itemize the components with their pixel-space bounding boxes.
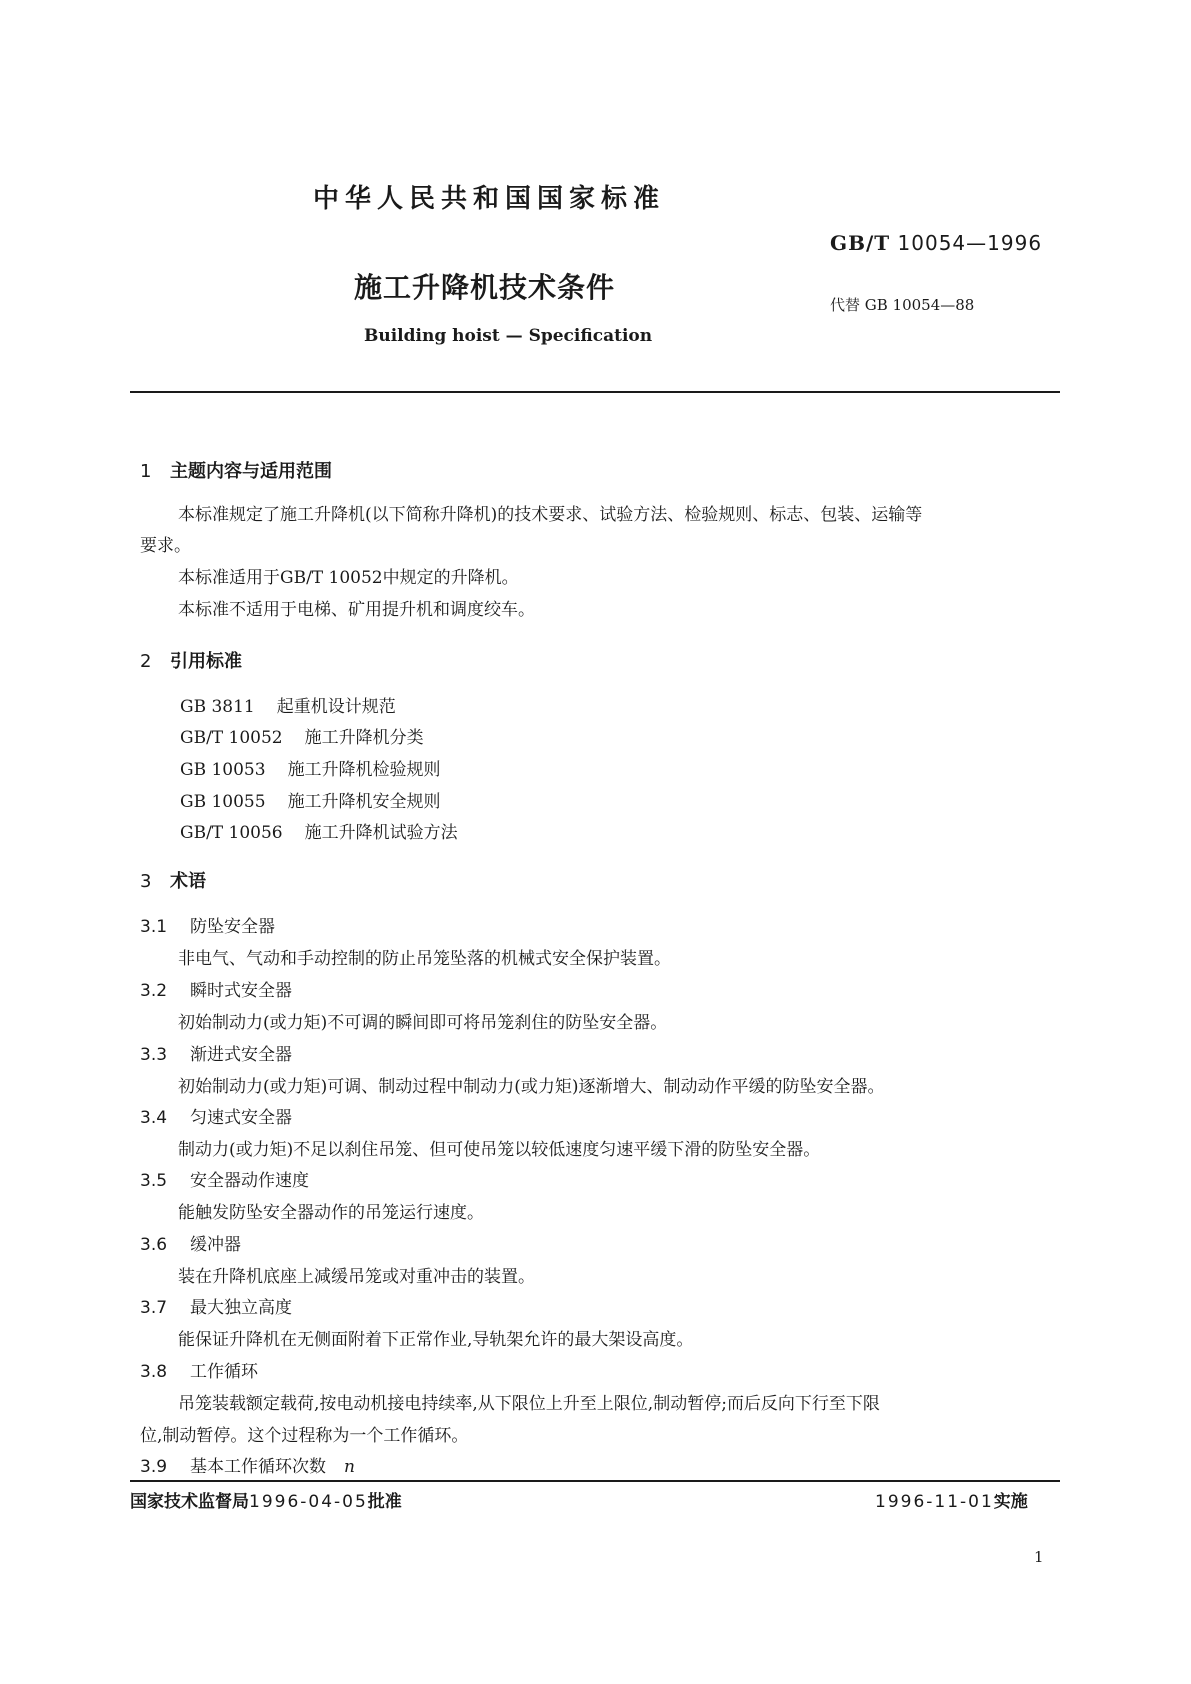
term-name: 最大独立高度 (190, 1298, 292, 1318)
standard-code (830, 231, 1042, 255)
approval-suffix: 批准 (367, 1492, 402, 1512)
document-title: 施工升降机技术条件 (354, 271, 616, 304)
standard-code-number: 10054—1996 (897, 231, 1043, 255)
section-1-para-3: 本标准不适用于电梯、矿用提升机和调度绞车。 (178, 600, 535, 620)
term-number: 3.7 (140, 1298, 168, 1318)
term-name: 缓冲器 (190, 1235, 241, 1255)
section-1-heading (140, 457, 332, 483)
reference-name: 起重机设计规范 (276, 697, 396, 717)
section-1-number: 1 (140, 461, 152, 482)
reference-name: 施工升降机分类 (304, 728, 424, 748)
header-divider (130, 391, 1060, 393)
term-definition-line-1: 吊笼装载额定载荷,按电动机接电持续率,从下限位上升至上限位,制动暂停;而后反向下行至下限 (178, 1394, 880, 1414)
reference-code: GB 3811 (180, 697, 255, 717)
effective-suffix: 实施 (993, 1492, 1028, 1512)
national-standard-heading: 中华人民共和国国家标准 (313, 184, 666, 214)
section-1-title: 主题内容与适用范围 (170, 461, 332, 482)
approval-org: 国家技术监督局 (130, 1492, 249, 1512)
term-heading (140, 1293, 292, 1318)
term-heading (140, 1357, 258, 1382)
term-name: 瞬时式安全器 (190, 981, 292, 1001)
term-definition: 非电气、气动和手动控制的防止吊笼坠落的机械式安全保护装置。 (178, 949, 671, 969)
section-2-number: 2 (140, 651, 152, 672)
term-number: 3.6 (140, 1235, 168, 1255)
effective-line (875, 1487, 1028, 1512)
standard-code-prefix: GB/T (830, 231, 891, 255)
term-name: 工作循环 (190, 1362, 258, 1382)
term-definition: 初始制动力(或力矩)可调、制动过程中制动力(或力矩)逐渐增大、制动动作平缓的防坠安全器。 (178, 1077, 885, 1097)
term-name: 基本工作循环次数 (190, 1457, 326, 1477)
term-number: 3.9 (140, 1457, 168, 1477)
term-definition: 初始制动力(或力矩)不可调的瞬间即可将吊笼刹住的防坠安全器。 (178, 1013, 668, 1033)
approval-date: 1996-04-05 (249, 1492, 368, 1512)
section-1-para-1-line-1: 本标准规定了施工升降机(以下简称升降机)的技术要求、试验方法、检验规则、标志、包装、运输等 (178, 505, 923, 525)
term-definition: 制动力(或力矩)不足以刹住吊笼、但可使吊笼以较低速度匀速平缓下滑的防坠安全器。 (178, 1140, 821, 1160)
reference-name: 施工升降机安全规则 (287, 792, 441, 812)
term-definition: 能触发防坠安全器动作的吊笼运行速度。 (178, 1203, 484, 1223)
section-3-heading (140, 867, 206, 893)
reference-code: GB 10055 (180, 792, 266, 812)
term-number: 3.8 (140, 1362, 168, 1382)
approval-line (130, 1487, 402, 1512)
term-name: 安全器动作速度 (190, 1171, 309, 1191)
term-heading (140, 1230, 241, 1255)
term-heading (140, 1166, 309, 1191)
effective-date: 1996-11-01 (875, 1492, 994, 1512)
term-definition-line-2: 位,制动暂停。这个过程称为一个工作循环。 (140, 1426, 469, 1446)
footer-divider (130, 1480, 1060, 1482)
section-1-para-2: 本标准适用于GB/T 10052中规定的升降机。 (178, 568, 519, 588)
term-name: 防坠安全器 (190, 917, 275, 937)
term-heading (140, 912, 275, 937)
page-number: 1 (1034, 1548, 1044, 1566)
term-heading (140, 1103, 292, 1128)
term-definition: 能保证升降机在无侧面附着下正常作业,导轨架允许的最大架设高度。 (178, 1330, 694, 1350)
section-3-title: 术语 (170, 871, 206, 892)
term-name: 匀速式安全器 (190, 1108, 292, 1128)
section-2-title: 引用标准 (170, 651, 242, 672)
reference-item (180, 723, 424, 748)
english-title: Building hoist — Specification (364, 326, 653, 346)
term-number: 3.1 (140, 917, 168, 937)
term-symbol: n (344, 1457, 355, 1477)
replaces-note: 代替 GB 10054—88 (830, 296, 975, 314)
reference-item (180, 818, 458, 843)
reference-item (180, 787, 441, 812)
section-1-para-1-line-2: 要求。 (140, 536, 191, 556)
term-number: 3.3 (140, 1045, 168, 1065)
reference-name: 施工升降机试验方法 (304, 823, 458, 843)
reference-code: GB/T 10052 (180, 728, 283, 748)
term-name: 渐进式安全器 (190, 1045, 292, 1065)
term-heading (140, 1452, 355, 1477)
reference-code: GB 10053 (180, 760, 266, 780)
reference-item (180, 692, 396, 717)
reference-name: 施工升降机检验规则 (287, 760, 441, 780)
term-definition: 装在升降机底座上减缓吊笼或对重冲击的装置。 (178, 1267, 535, 1287)
term-number: 3.4 (140, 1108, 168, 1128)
term-number: 3.5 (140, 1171, 168, 1191)
section-3-number: 3 (140, 871, 152, 892)
reference-code: GB/T 10056 (180, 823, 283, 843)
section-2-heading (140, 647, 242, 673)
term-number: 3.2 (140, 981, 168, 1001)
reference-item (180, 755, 441, 780)
term-heading (140, 1040, 292, 1065)
term-heading (140, 976, 292, 1001)
